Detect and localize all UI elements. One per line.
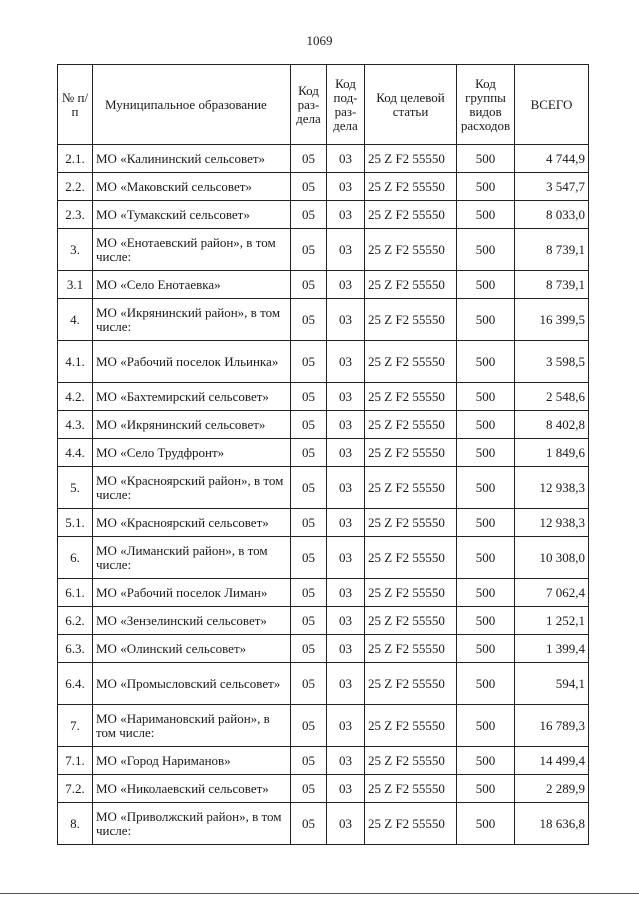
row-expense-group-code: 500 — [457, 705, 515, 747]
row-number: 8. — [58, 803, 93, 845]
row-section-code: 05 — [291, 537, 327, 579]
row-municipality: МО «Наримановский район», в том числе: — [93, 705, 291, 747]
row-subsection-code: 03 — [327, 607, 365, 635]
table-row — [58, 271, 589, 299]
row-total: 1 399,4 — [515, 635, 589, 663]
row-expense-group-code: 500 — [457, 509, 515, 537]
row-subsection-code: 03 — [327, 271, 365, 299]
row-number: 2.2. — [58, 173, 93, 201]
row-section-code: 05 — [291, 411, 327, 439]
row-target-code: 25 Z F2 55550 — [365, 803, 457, 845]
row-target-code: 25 Z F2 55550 — [365, 663, 457, 705]
row-subsection-code: 03 — [327, 411, 365, 439]
table-row — [58, 411, 589, 439]
page-bottom-rule — [0, 893, 639, 894]
table-row — [58, 803, 589, 845]
row-number: 4.3. — [58, 411, 93, 439]
row-target-code: 25 Z F2 55550 — [365, 747, 457, 775]
row-number: 7.2. — [58, 775, 93, 803]
table-row — [58, 145, 589, 173]
row-subsection-code: 03 — [327, 663, 365, 705]
table-row — [58, 775, 589, 803]
row-target-code: 25 Z F2 55550 — [365, 201, 457, 229]
row-target-code: 25 Z F2 55550 — [365, 145, 457, 173]
table-row — [58, 341, 589, 383]
row-municipality: МО «Олинский сельсовет» — [93, 635, 291, 663]
table-header-row — [58, 65, 589, 145]
row-subsection-code: 03 — [327, 705, 365, 747]
row-municipality: МО «Промысловский сельсовет» — [93, 663, 291, 705]
row-expense-group-code: 500 — [457, 341, 515, 383]
row-municipality: МО «Калининский сельсовет» — [93, 145, 291, 173]
row-expense-group-code: 500 — [457, 271, 515, 299]
row-municipality: МО «Село Енотаевка» — [93, 271, 291, 299]
row-section-code: 05 — [291, 173, 327, 201]
table-row — [58, 579, 589, 607]
row-section-code: 05 — [291, 509, 327, 537]
row-expense-group-code: 500 — [457, 747, 515, 775]
row-expense-group-code: 500 — [457, 229, 515, 271]
row-municipality: МО «Тумакский сельсовет» — [93, 201, 291, 229]
row-number: 6. — [58, 537, 93, 579]
row-expense-group-code: 500 — [457, 411, 515, 439]
row-subsection-code: 03 — [327, 775, 365, 803]
row-section-code: 05 — [291, 383, 327, 411]
row-municipality: МО «Лиманский район», в том числе: — [93, 537, 291, 579]
row-number: 6.3. — [58, 635, 93, 663]
row-target-code: 25 Z F2 55550 — [365, 705, 457, 747]
budget-table — [57, 64, 589, 845]
row-subsection-code: 03 — [327, 341, 365, 383]
row-total: 18 636,8 — [515, 803, 589, 845]
row-expense-group-code: 500 — [457, 579, 515, 607]
table-row — [58, 383, 589, 411]
row-section-code: 05 — [291, 635, 327, 663]
row-total: 1 252,1 — [515, 607, 589, 635]
row-total: 8 033,0 — [515, 201, 589, 229]
table-row — [58, 467, 589, 509]
row-total: 2 289,9 — [515, 775, 589, 803]
row-expense-group-code: 500 — [457, 173, 515, 201]
row-municipality: МО «Бахтемирский сельсовет» — [93, 383, 291, 411]
row-target-code: 25 Z F2 55550 — [365, 635, 457, 663]
row-target-code: 25 Z F2 55550 — [365, 299, 457, 341]
row-total: 14 499,4 — [515, 747, 589, 775]
row-target-code: 25 Z F2 55550 — [365, 467, 457, 509]
table-row — [58, 229, 589, 271]
row-target-code: 25 Z F2 55550 — [365, 509, 457, 537]
row-total: 2 548,6 — [515, 383, 589, 411]
row-subsection-code: 03 — [327, 439, 365, 467]
table-body — [58, 145, 589, 845]
row-total: 7 062,4 — [515, 579, 589, 607]
row-total: 594,1 — [515, 663, 589, 705]
table-row — [58, 173, 589, 201]
row-number: 4. — [58, 299, 93, 341]
row-expense-group-code: 500 — [457, 775, 515, 803]
row-number: 2.3. — [58, 201, 93, 229]
row-expense-group-code: 500 — [457, 383, 515, 411]
row-expense-group-code: 500 — [457, 467, 515, 509]
table-row — [58, 299, 589, 341]
row-municipality: МО «Рабочий поселок Лиман» — [93, 579, 291, 607]
row-total: 12 938,3 — [515, 467, 589, 509]
row-expense-group-code: 500 — [457, 803, 515, 845]
row-number: 6.1. — [58, 579, 93, 607]
row-target-code: 25 Z F2 55550 — [365, 383, 457, 411]
row-total: 3 547,7 — [515, 173, 589, 201]
row-number: 6.4. — [58, 663, 93, 705]
row-target-code: 25 Z F2 55550 — [365, 579, 457, 607]
row-subsection-code: 03 — [327, 145, 365, 173]
row-target-code: 25 Z F2 55550 — [365, 775, 457, 803]
row-total: 12 938,3 — [515, 509, 589, 537]
table-row — [58, 747, 589, 775]
header-num: № п/п — [58, 65, 93, 145]
row-total: 8 402,8 — [515, 411, 589, 439]
row-total: 16 789,3 — [515, 705, 589, 747]
row-expense-group-code: 500 — [457, 201, 515, 229]
header-subsection-code: Код под-раз-дела — [327, 65, 365, 145]
row-municipality: МО «Николаевский сельсовет» — [93, 775, 291, 803]
row-section-code: 05 — [291, 145, 327, 173]
row-total: 8 739,1 — [515, 271, 589, 299]
row-municipality: МО «Красноярский сельсовет» — [93, 509, 291, 537]
row-section-code: 05 — [291, 663, 327, 705]
row-section-code: 05 — [291, 803, 327, 845]
row-subsection-code: 03 — [327, 579, 365, 607]
row-section-code: 05 — [291, 747, 327, 775]
row-number: 6.2. — [58, 607, 93, 635]
table-row — [58, 509, 589, 537]
header-expense-group-code: Код группы видов расходов — [457, 65, 515, 145]
row-section-code: 05 — [291, 705, 327, 747]
row-subsection-code: 03 — [327, 229, 365, 271]
row-section-code: 05 — [291, 271, 327, 299]
header-section-code: Код раз-дела — [291, 65, 327, 145]
row-subsection-code: 03 — [327, 509, 365, 537]
row-target-code: 25 Z F2 55550 — [365, 271, 457, 299]
row-target-code: 25 Z F2 55550 — [365, 411, 457, 439]
row-expense-group-code: 500 — [457, 439, 515, 467]
row-number: 2.1. — [58, 145, 93, 173]
row-target-code: 25 Z F2 55550 — [365, 173, 457, 201]
row-section-code: 05 — [291, 775, 327, 803]
row-section-code: 05 — [291, 579, 327, 607]
row-municipality: МО «Село Трудфронт» — [93, 439, 291, 467]
row-section-code: 05 — [291, 341, 327, 383]
table-row — [58, 635, 589, 663]
row-number: 4.1. — [58, 341, 93, 383]
table-row — [58, 663, 589, 705]
row-municipality: МО «Город Нариманов» — [93, 747, 291, 775]
table-row — [58, 439, 589, 467]
header-target-code: Код целевой статьи — [365, 65, 457, 145]
table-row — [58, 607, 589, 635]
row-municipality: МО «Красноярский район», в том числе: — [93, 467, 291, 509]
row-total: 1 849,6 — [515, 439, 589, 467]
row-total: 16 399,5 — [515, 299, 589, 341]
row-target-code: 25 Z F2 55550 — [365, 229, 457, 271]
row-expense-group-code: 500 — [457, 607, 515, 635]
row-subsection-code: 03 — [327, 467, 365, 509]
row-section-code: 05 — [291, 201, 327, 229]
table-row — [58, 201, 589, 229]
row-target-code: 25 Z F2 55550 — [365, 607, 457, 635]
row-municipality: МО «Рабочий поселок Ильинка» — [93, 341, 291, 383]
row-expense-group-code: 500 — [457, 537, 515, 579]
row-expense-group-code: 500 — [457, 299, 515, 341]
row-subsection-code: 03 — [327, 201, 365, 229]
row-section-code: 05 — [291, 439, 327, 467]
row-subsection-code: 03 — [327, 537, 365, 579]
row-total: 4 744,9 — [515, 145, 589, 173]
row-municipality: МО «Приволжский район», в том числе: — [93, 803, 291, 845]
header-municipality: Муниципальное образование — [93, 65, 291, 145]
row-subsection-code: 03 — [327, 299, 365, 341]
row-municipality: МО «Маковский сельсовет» — [93, 173, 291, 201]
row-subsection-code: 03 — [327, 635, 365, 663]
row-expense-group-code: 500 — [457, 635, 515, 663]
row-section-code: 05 — [291, 607, 327, 635]
row-number: 5.1. — [58, 509, 93, 537]
row-subsection-code: 03 — [327, 173, 365, 201]
row-total: 8 739,1 — [515, 229, 589, 271]
row-number: 7. — [58, 705, 93, 747]
row-target-code: 25 Z F2 55550 — [365, 537, 457, 579]
row-expense-group-code: 500 — [457, 663, 515, 705]
header-total: ВСЕГО — [515, 65, 589, 145]
row-number: 7.1. — [58, 747, 93, 775]
row-municipality: МО «Икрянинский район», в том числе: — [93, 299, 291, 341]
row-subsection-code: 03 — [327, 383, 365, 411]
row-municipality: МО «Икрянинский сельсовет» — [93, 411, 291, 439]
table-row — [58, 537, 589, 579]
row-section-code: 05 — [291, 467, 327, 509]
row-target-code: 25 Z F2 55550 — [365, 341, 457, 383]
row-target-code: 25 Z F2 55550 — [365, 439, 457, 467]
row-subsection-code: 03 — [327, 747, 365, 775]
row-number: 5. — [58, 467, 93, 509]
row-number: 4.4. — [58, 439, 93, 467]
row-number: 4.2. — [58, 383, 93, 411]
row-section-code: 05 — [291, 229, 327, 271]
row-municipality: МО «Енотаевский район», в том числе: — [93, 229, 291, 271]
row-municipality: МО «Зензелинский сельсовет» — [93, 607, 291, 635]
row-subsection-code: 03 — [327, 803, 365, 845]
page-number: 1069 — [306, 33, 333, 48]
row-expense-group-code: 500 — [457, 145, 515, 173]
table-row — [58, 705, 589, 747]
row-number: 3.1 — [58, 271, 93, 299]
row-total: 10 308,0 — [515, 537, 589, 579]
row-total: 3 598,5 — [515, 341, 589, 383]
row-section-code: 05 — [291, 299, 327, 341]
row-number: 3. — [58, 229, 93, 271]
